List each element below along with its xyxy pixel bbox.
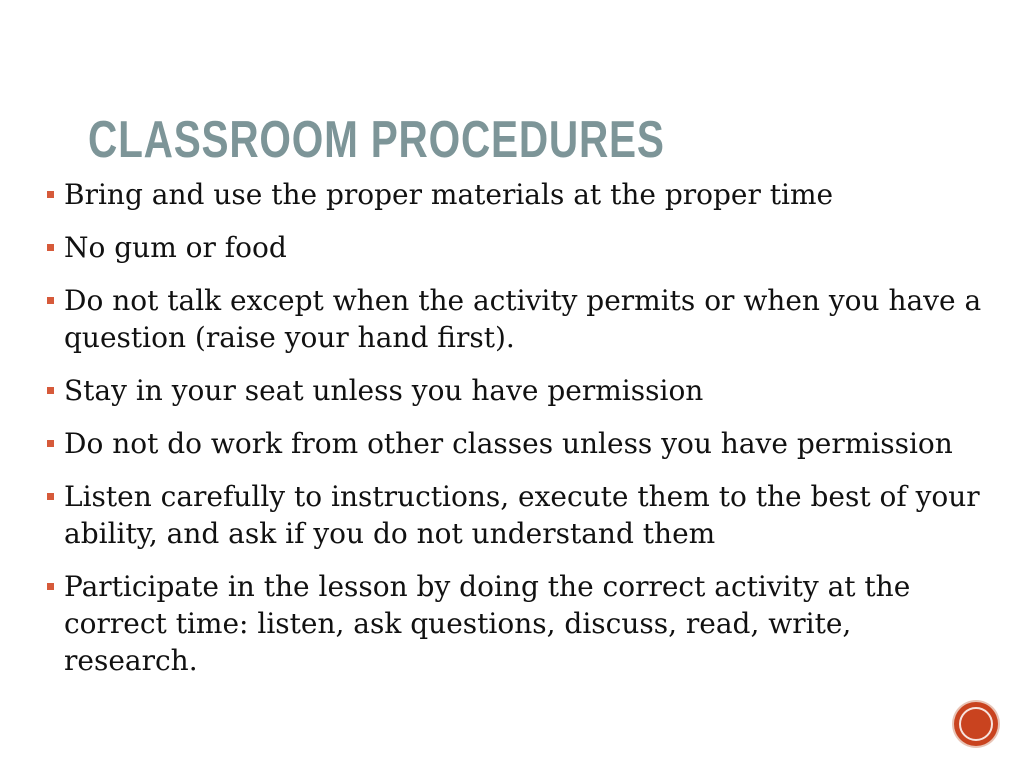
circle-badge-icon — [954, 702, 998, 746]
bullet-text: Bring and use the proper materials at the proper time — [64, 178, 834, 211]
square-bullet-icon — [47, 440, 54, 447]
square-bullet-icon — [47, 583, 54, 590]
slide-title: CLASSROOM PROCEDURES — [88, 111, 665, 169]
bullet-item — [46, 176, 986, 213]
bullet-text: Stay in your seat unless you have permission — [64, 374, 704, 407]
bullet-text: Listen carefully to instructions, execute them to the best of your ability, and ask if you do not understand them — [64, 480, 980, 550]
bullet-item — [46, 372, 986, 409]
bullet-text: Do not do work from other classes unless you have permission — [64, 427, 953, 460]
bullet-item — [46, 282, 986, 356]
square-bullet-icon — [47, 493, 54, 500]
bullet-text: Do not talk except when the activity permits or when you have a question (raise your hand first). — [64, 284, 982, 354]
bullet-item — [46, 425, 986, 462]
square-bullet-icon — [47, 297, 54, 304]
square-bullet-icon — [47, 244, 54, 251]
bullet-text: Participate in the lesson by doing the correct activity at the correct time: listen, ask questions, discuss, read, write, research. — [64, 570, 911, 677]
bullet-list — [46, 176, 986, 695]
square-bullet-icon — [47, 191, 54, 198]
bullet-text: No gum or food — [64, 231, 287, 264]
bullet-item — [46, 568, 986, 679]
square-bullet-icon — [47, 387, 54, 394]
bullet-item — [46, 229, 986, 266]
bullet-item — [46, 478, 986, 552]
